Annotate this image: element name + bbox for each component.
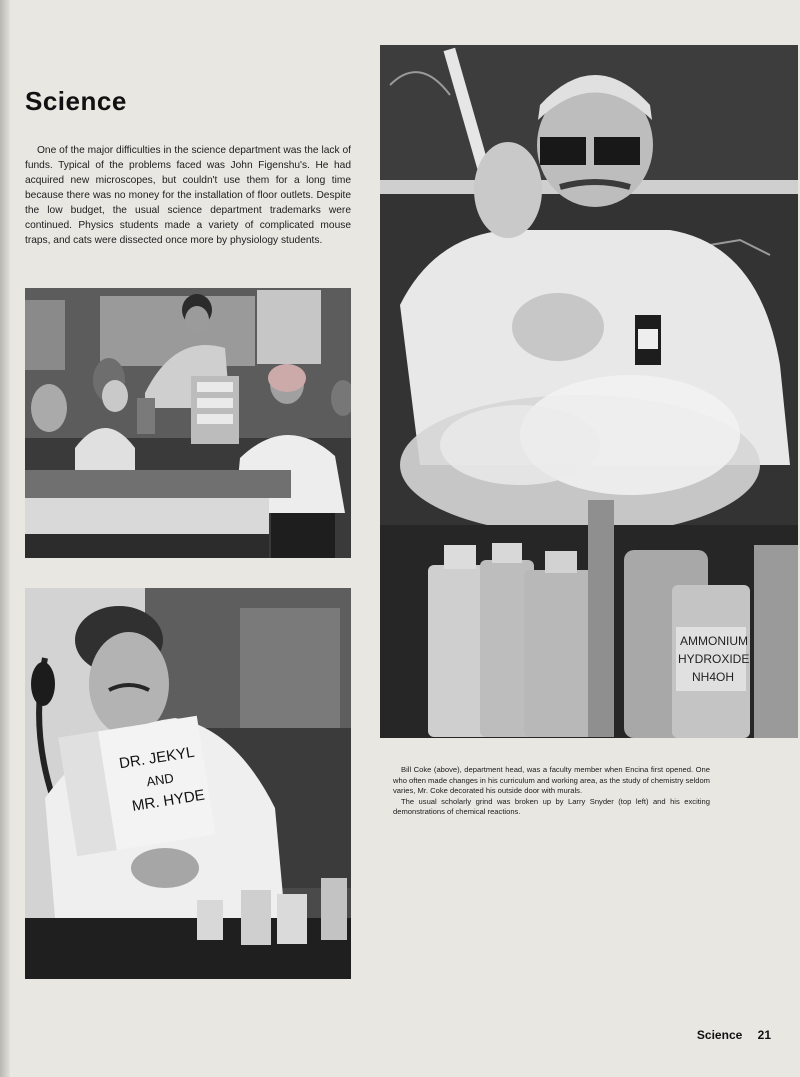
bill-coke-photo-art [380, 45, 798, 738]
caption-paragraph-2: The usual scholarly grind was broken up by Larry Snyder (top left) and his exciting demonstrations of chemical reactions. [393, 796, 710, 817]
teacher-book-photo [25, 588, 351, 979]
folio [697, 1028, 771, 1042]
page-number: 21 [757, 1028, 771, 1042]
bottle-label-line1: AMMONIUM [680, 634, 748, 648]
classroom-photo [25, 288, 351, 558]
photo-caption [393, 765, 710, 818]
book-title-line1: DR. JEKYL [118, 743, 196, 773]
page-edge [0, 0, 10, 1077]
bill-coke-photo [380, 45, 798, 738]
folio-section: Science [696, 1028, 743, 1042]
teacher-book-photo-art [25, 588, 351, 979]
caption-paragraph-1: Bill Coke (above), department head, was a faculty member when Encina first opened. One who often made changes in his curriculum and working area, as the study of chemistry seldom varies, Mr. Coke decorated his outside door with murals. [393, 765, 710, 796]
book-title-line3: MR. HYDE [130, 786, 206, 815]
bottle-label-line2: HYDROXIDE [678, 652, 750, 666]
intro-paragraph: One of the major difficulties in the science department was the lack of funds. Typical of the problems faced was John Figenshu's. He had acquired new microscopes, but couldn't use them for a long time because there was no money for the installation of floor outlets. Despite the low budget, the usual science department trademarks were continued. Physics students made a variety of complicated mouse traps, and cats were dissected once more by physiology students. [25, 145, 351, 246]
bottle-label-line3: NH4OH [692, 670, 735, 684]
book-title-line2: AND [145, 770, 175, 790]
page-title: Science [25, 86, 127, 116]
classroom-photo-art [25, 288, 351, 558]
